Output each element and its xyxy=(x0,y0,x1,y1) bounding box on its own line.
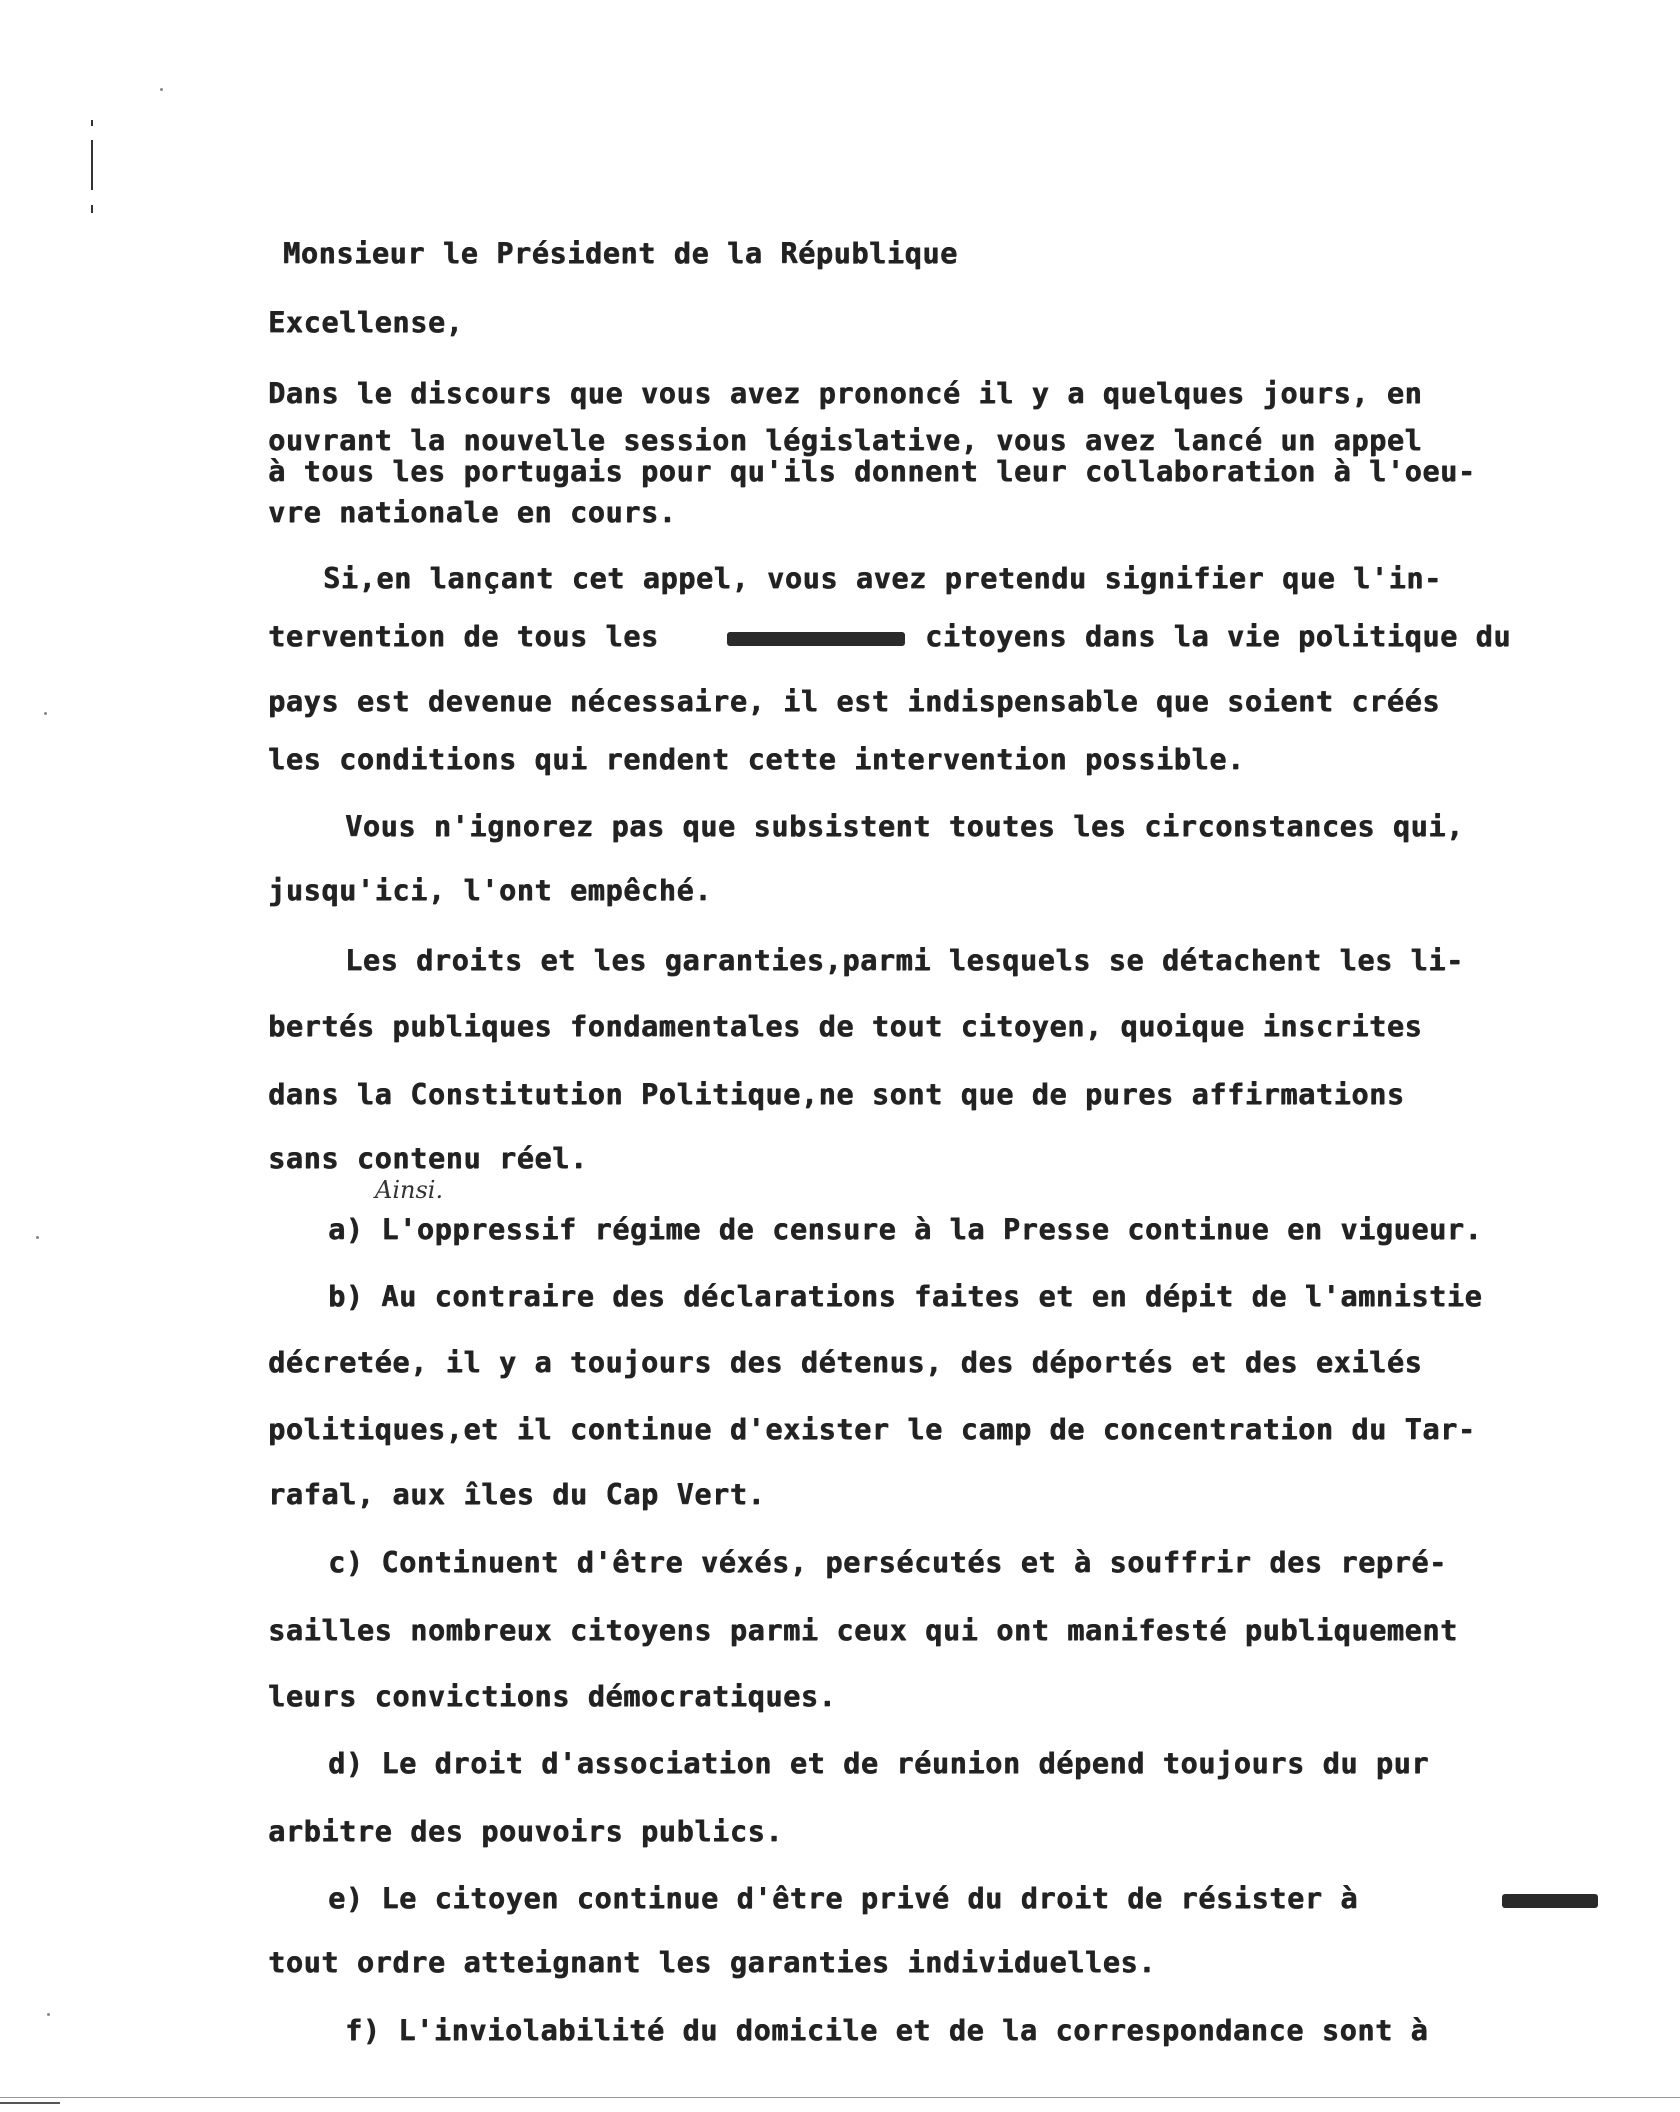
scan-speck xyxy=(36,1236,39,1239)
paragraph-3-line-2: jusqu'ici, l'ont empêché. xyxy=(268,874,712,907)
item-b-line-3: politiques,et il continue d'exister le camp de concentration du Tar- xyxy=(268,1413,1476,1446)
salutation: Monsieur le Président de la République xyxy=(283,237,958,270)
margin-mark-binding xyxy=(91,140,93,190)
typed-strikeout-1 xyxy=(727,632,905,646)
paragraph-4-line-4: sans contenu réel. xyxy=(268,1142,588,1175)
paragraph-1-line-4: vre nationale en cours. xyxy=(268,496,677,529)
scan-bottom-edge xyxy=(0,2097,1680,2098)
paragraph-4-line-2: bertés publiques fondamentales de tout citoyen, quoique inscrites xyxy=(268,1010,1423,1043)
item-c-line-3: leurs convictions démocratiques. xyxy=(268,1680,837,1713)
handwritten-annotation: Ainsi. xyxy=(375,1176,444,1204)
item-c-line-2: sailles nombreux citoyens parmi ceux qui ont manifesté publiquement xyxy=(268,1614,1458,1647)
scan-corner-mark xyxy=(0,2102,60,2104)
margin-mark-top xyxy=(91,120,93,126)
item-e-line-1: e) Le citoyen continue d'être privé du droit de résister à xyxy=(328,1882,1358,1915)
item-b-line-4: rafal, aux îles du Cap Vert. xyxy=(268,1478,766,1511)
item-a-line-1: a) L'oppressif régime de censure à la Presse continue en vigueur. xyxy=(328,1213,1483,1246)
paragraph-4-line-3: dans la Constitution Politique,ne sont que de pures affirmations xyxy=(268,1078,1405,1111)
item-b-line-2: décretée, il y a toujours des détenus, des déportés et des exilés xyxy=(268,1346,1423,1379)
item-c-line-1: c) Continuent d'être véxés, persécutés et à souffrir des repré- xyxy=(328,1546,1447,1579)
item-d-line-2: arbitre des pouvoirs publics. xyxy=(268,1815,783,1848)
typed-strikeout-2 xyxy=(1502,1894,1598,1908)
scan-speck xyxy=(47,2013,50,2016)
paragraph-2-line-2a: tervention de tous les xyxy=(268,620,659,653)
scan-speck xyxy=(160,88,163,91)
scan-speck xyxy=(44,712,47,715)
item-d-line-1: d) Le droit d'association et de réunion dépend toujours du pur xyxy=(328,1747,1430,1780)
item-f-line-1: f) L'inviolabilité du domicile et de la correspondance sont à xyxy=(345,2014,1429,2047)
paragraph-2-line-1: Si,en lançant cet appel, vous avez pretendu signifier que l'in- xyxy=(323,562,1442,595)
margin-mark-bottom xyxy=(91,205,93,213)
paragraph-2-line-4: les conditions qui rendent cette intervention possible. xyxy=(268,743,1245,776)
paragraph-1-line-3: à tous les portugais pour qu'ils donnent leur collaboration à l'oeu- xyxy=(268,455,1476,488)
item-b-line-1: b) Au contraire des déclarations faites et en dépit de l'amnistie xyxy=(328,1280,1483,1313)
paragraph-1-line-1: Dans le discours que vous avez prononcé il y a quelques jours, en xyxy=(268,377,1423,410)
item-e-line-2: tout ordre atteignant les garanties individuelles. xyxy=(268,1946,1156,1979)
paragraph-2-line-3: pays est devenue nécessaire, il est indispensable que soient créés xyxy=(268,685,1441,718)
paragraph-4-line-1: Les droits et les garanties,parmi lesquels se détachent les li- xyxy=(345,944,1464,977)
paragraph-1-line-2: ouvrant la nouvelle session législative, vous avez lancé un appel xyxy=(268,424,1423,457)
paragraph-2-line-2b: citoyens dans la vie politique du xyxy=(925,620,1512,653)
paragraph-3-line-1: Vous n'ignorez pas que subsistent toutes les circonstances qui, xyxy=(345,810,1464,843)
address-line: Excellense, xyxy=(268,306,464,339)
